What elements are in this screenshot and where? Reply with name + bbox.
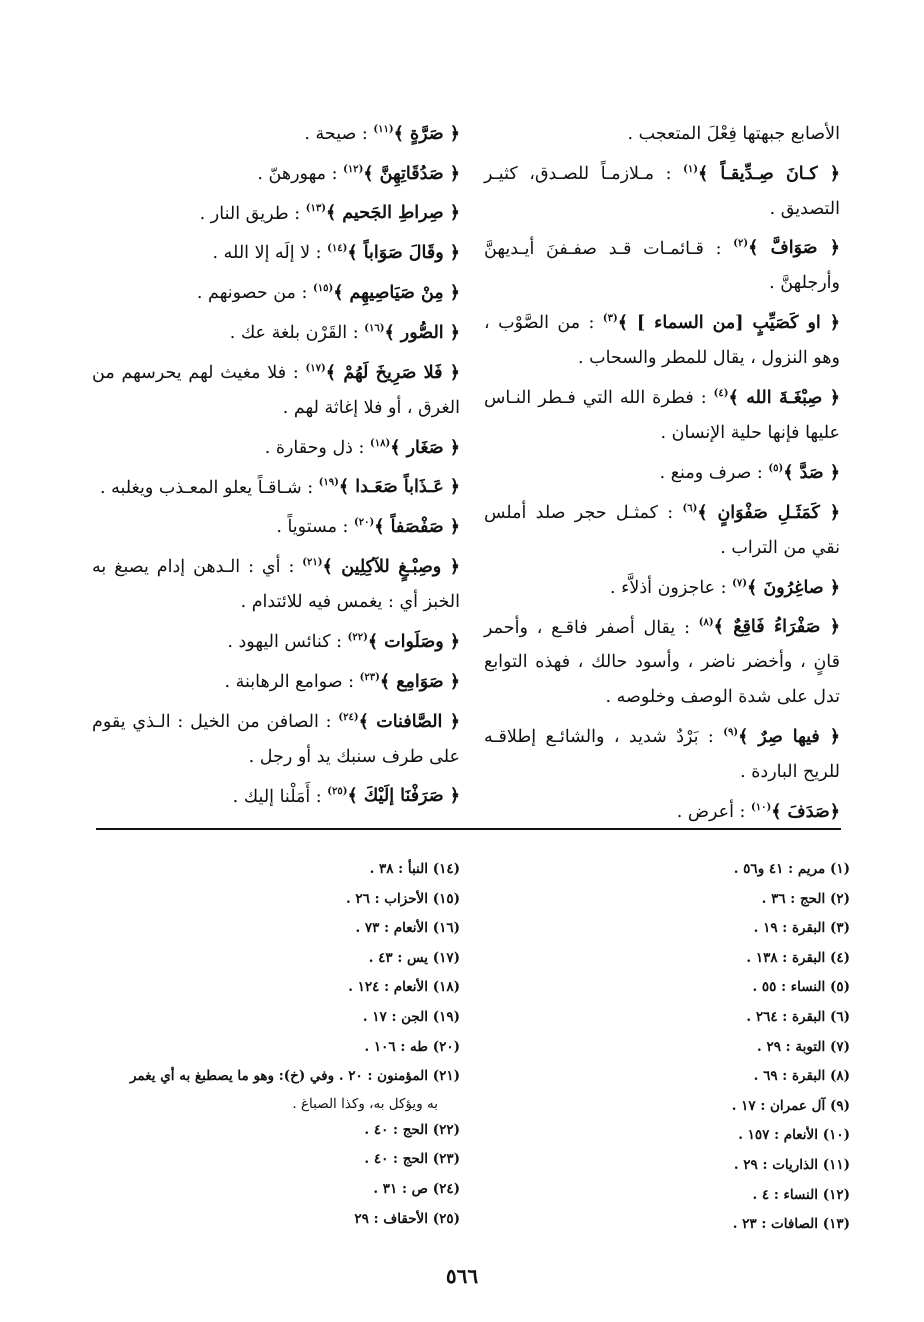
entry-text: الأصابع جبهتها فِعْلَ المتعجب . [627,123,840,144]
footnote: (١٨) الأنعام : ١٢٤ . [348,979,460,996]
entry-keyword: ﴿ او كَصَيِّبٍ [من السماء ] ﴾$^{(٣)}$ [602,313,840,334]
entry [92,505,460,545]
entry [92,311,460,351]
entry [92,545,460,620]
footnote: (٢٣) الحج : ٤٠ . [364,1151,460,1168]
entry-text: : بَرْدٌ شديد ، والشائـع إطلاقـه للريح الباردة . [484,727,840,783]
footnote: (٢٤) ص : ٣١ . [373,1180,460,1197]
footnote: (١) مريم : ٤١ و٥٦ . [733,861,850,877]
entry-text: : مـلازمـاً للصـدق، كثيـر التصديق . [484,163,840,219]
entry-text: : يقال أصفر فاقـع ، وأحمر قانٍ ، وأخضر ناضر ، وأسود حالك ، فهذه التوابع تدل على شدة الوصف وخلوصه . [484,617,840,708]
entry-keyword: ﴿صَدَفَ ﴾$^{(١٠)}$ [750,802,840,823]
entry-keyword: ﴿ فيها صِرٌ ﴾$^{(٩)}$ [723,727,840,748]
entry [92,426,460,466]
entry [484,376,840,451]
entry [484,790,840,830]
entry-keyword: ﴿ وقَالَ صَوَاباً ﴾$^{(١٤)}$ [327,243,460,264]
footnotes-right [560,855,850,1240]
footnote: (١٦) الأنعام : ٧٣ . [355,920,460,937]
entry-text: : مستوياً . [276,517,349,538]
footnote: (١٤) النبأ : ٣٨ . [369,861,460,877]
footnote: (٣) البقرة : ١٩ . [753,920,850,937]
entry-text: : شـاقـاً يعلو المعـذب ويغلبه . [99,477,314,498]
entry-text: : فطرة الله التي فـطر النـاس عليها فإنها حلية الإنسان . [484,388,840,444]
entry-text: : أعرض . [676,802,746,823]
footnote-divider [96,828,841,830]
footnote: (٤) البقرة : ١٣٨ . [746,949,850,966]
entry-keyword: ﴿ وصِبْـغٍ للآكِلِين ﴾$^{(٢١)}$ [302,557,460,578]
entry-keyword: ﴿ فَلا صَرِيخَ لَهُمْ ﴾$^{(١٧)}$ [305,362,460,383]
footnote: (٢) الحج : ٣٦ . [761,890,850,907]
entry-text: : مهورهنّ . [257,163,338,184]
footnote: (١٥) الأحزاب : ٢٦ . [345,890,460,907]
entry [92,112,460,152]
entry-text: : كنائس اليهود . [227,631,343,652]
footnote: (١٠) الأنعام : ١٥٧ . [738,1127,850,1144]
entry-keyword: ﴿ صِبْغَـةَ الله ﴾$^{(٤)}$ [713,388,840,409]
entry [484,112,840,152]
entry-keyword: ﴿ كَمَثَـلِ صَفْوَانٍ ﴾$^{(٦)}$ [682,502,840,523]
entry [92,271,460,311]
entry [92,351,460,426]
entry-keyword: ﴿ صاغِرُونَ ﴾$^{(٧)}$ [732,577,840,598]
footnote: (٥) النساء : ٥٥ . [752,979,850,996]
footnote: (٢٥) الأحقاف : ٢٩ [354,1210,460,1227]
entry [484,715,840,790]
entry [484,227,840,302]
footnote: (٦) البقرة : ٢٦٤ . [746,1008,850,1025]
footnote: (١٣) الصافات : ٢٣ . [732,1216,850,1233]
footnote-continuation: به ويؤكل به، وكذا الصباغ . [292,1095,438,1112]
entry-keyword: ﴿ كـانَ صِـدِّيقـاً ﴾$^{(١)}$ [683,163,840,184]
entry [484,491,840,566]
entry-keyword: ﴿ صَدُقَاتِهِنَّ ﴾$^{(١٢)}$ [343,163,460,184]
entry-keyword: ﴿ صَوَامِع ﴾$^{(٢٣)}$ [359,671,460,692]
entry [92,152,460,192]
entry-text: : قـائمـات قـد صفـفنَ أيـديهنَّ وأرجلهنَّ . [484,238,840,294]
entry-keyword: ﴿ صَوَافَّ ﴾$^{(٢)}$ [733,238,840,259]
entry-keyword: ﴿ صِراطِ الجَحيم ﴾$^{(١٣)}$ [305,203,460,224]
entry-text: : عاجزون أذلاَّء . [610,577,727,598]
footnotes-left [90,855,460,1234]
entry-keyword: ﴿ صَرَّةٍ ﴾$^{(١١)}$ [373,123,460,144]
entry-text: : كمثـل حجر صلد أملس نقي من التراب . [484,502,840,558]
footnote: (١٩) الجن : ١٧ . [362,1008,460,1025]
footnote: (٧) التوبة : ٢٩ . [757,1038,850,1055]
entry-text: : فلا مغيث لهم يحرسهم من الغرق ، أو فلا إغاثة لهم . [92,362,460,418]
entry-keyword: ﴿ عَـذَاباً صَعَـدا ﴾$^{(١٩)}$ [318,477,460,498]
entry-text: : من حصونهم . [196,283,308,304]
entry [92,775,460,815]
entry-text: : الصافن من الخيل : الـذي يقوم على طرف سنبك يد أو رجل . [92,711,460,767]
right-text-column [484,112,840,830]
entry [484,451,840,491]
entry [484,606,840,716]
entry-text: : طريق النار . [199,203,301,224]
entry-text: : صيحة . [304,123,368,144]
entry-text: : من الصَّوْب ، وهو النزول ، يقال للمطر والسحاب . [484,313,840,369]
footnote: (٨) البقرة : ٦٩ . [753,1068,850,1085]
entry-keyword: ﴿ الصَّافنات ﴾$^{(٢٤)}$ [338,711,460,732]
entry-text: : ذل وحقارة . [264,437,365,458]
footnote: (٩) آل عمران : ١٧ . [731,1097,850,1114]
footnote: (٢٠) طه : ١٠٦ . [364,1038,460,1055]
entry [92,660,460,700]
entry-keyword: ﴿ صَدَّ ﴾$^{(٥)}$ [768,462,840,483]
entry-text: : أَمَلْنا إليك . [232,786,322,807]
entry [484,301,840,376]
footnote: (٢٢) الحج : ٤٠ . [364,1121,460,1138]
left-text-column [92,112,460,814]
page-number: ٥٦٦ [445,1264,479,1288]
entry [484,566,840,606]
footnote: (٢١) المؤمنون : ٢٠ . وفي (خ): وهو ما يصطبغ به أي يغمر [129,1068,460,1085]
entry-keyword: ﴿ مِنْ صَيَاصِيهِم ﴾$^{(١٥)}$ [312,283,460,304]
footnote: (١٧) يس : ٤٣ . [368,949,460,966]
entry-keyword: ﴿ صَرَفْنَا إلَيْكَ ﴾$^{(٢٥)}$ [327,786,460,807]
entry-text: : لا إلَه إلا الله . [212,243,322,264]
entry [92,192,460,232]
entry [92,620,460,660]
entry [92,700,460,775]
entry-text: : صوامع الرهابنة . [224,671,355,692]
entry [484,152,840,227]
entry-keyword: ﴿ الصُّور ﴾$^{(١٦)}$ [364,322,460,343]
entry [92,231,460,271]
entry-text: : صرف ومنع . [659,462,763,483]
entry-text: : القَرْن بلغة عك . [229,322,359,343]
entry-keyword: ﴿ وصَلَوات ﴾$^{(٢٢)}$ [347,631,460,652]
entry-keyword: ﴿ صَفْرَاءُ فَاقِعٌ ﴾$^{(٨)}$ [698,617,840,638]
entry [92,466,460,506]
entry-keyword: ﴿ صَفْصَفاً ﴾$^{(٢٠)}$ [354,517,460,538]
entry-keyword: ﴿ صَغَار ﴾$^{(١٨)}$ [370,437,460,458]
entry-text: : أي : الـدهن إدام يصبغ به الخبز أي : يغمس فيه للائتدام . [92,557,460,613]
footnote: (١١) الذاريات : ٢٩ . [733,1156,850,1173]
footnote: (١٢) النساء : ٤ . [752,1186,850,1203]
